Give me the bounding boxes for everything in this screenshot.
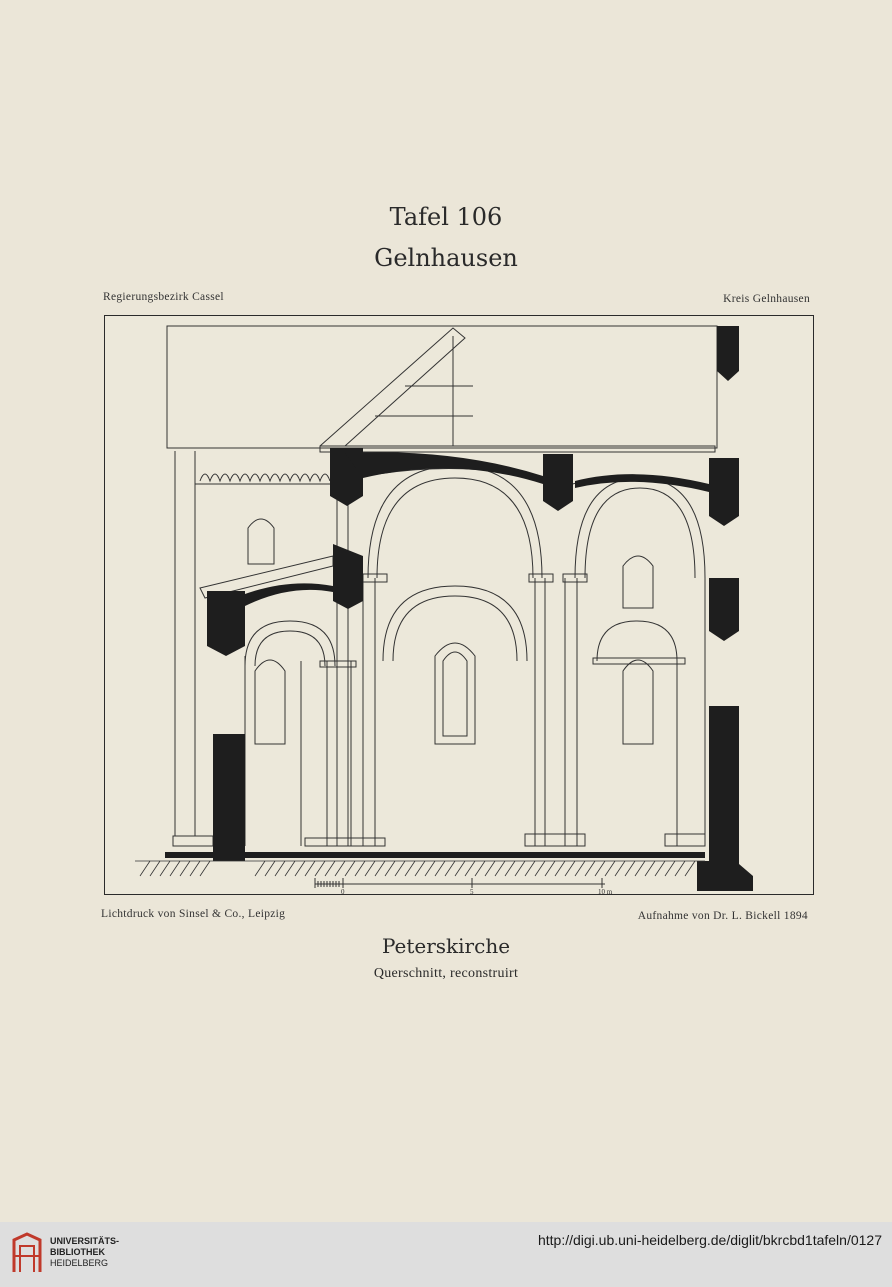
church-cross-section-drawing bbox=[105, 316, 815, 896]
caption-subtitle: Querschnitt, reconstruirt bbox=[373, 966, 519, 981]
scale-label-5: 5 bbox=[470, 888, 474, 896]
library-name-line3: HEIDELBERG bbox=[50, 1258, 109, 1268]
plate-place: Gelnhausen bbox=[374, 244, 518, 272]
scale-label-10: 10 m bbox=[598, 888, 613, 896]
district-label: Regierungsbezirk Cassel bbox=[103, 291, 224, 303]
printer-credit: Lichtdruck von Sinsel & Co., Leipzig bbox=[101, 908, 286, 920]
drawing-frame bbox=[104, 315, 814, 895]
scale-bar bbox=[315, 878, 605, 888]
plate-title: Tafel 106 bbox=[389, 203, 503, 231]
caption-title: Peterskirche bbox=[381, 934, 511, 958]
library-name-line1: UNIVERSITÄTS- bbox=[50, 1236, 120, 1246]
university-library-logo-icon bbox=[10, 1232, 44, 1276]
library-name bbox=[50, 1236, 119, 1269]
library-name-line2: BIBLIOTHEK bbox=[50, 1247, 105, 1257]
scale-label-0: 0 bbox=[341, 888, 345, 896]
permalink-url[interactable]: http://digi.ub.uni-heidelberg.de/diglit/bkrcbd1tafeln/0127 bbox=[537, 1232, 882, 1248]
library-footer bbox=[0, 1222, 892, 1287]
kreis-label: Kreis Gelnhausen bbox=[723, 293, 810, 305]
survey-credit: Aufnahme von Dr. L. Bickell 1894 bbox=[637, 910, 808, 922]
